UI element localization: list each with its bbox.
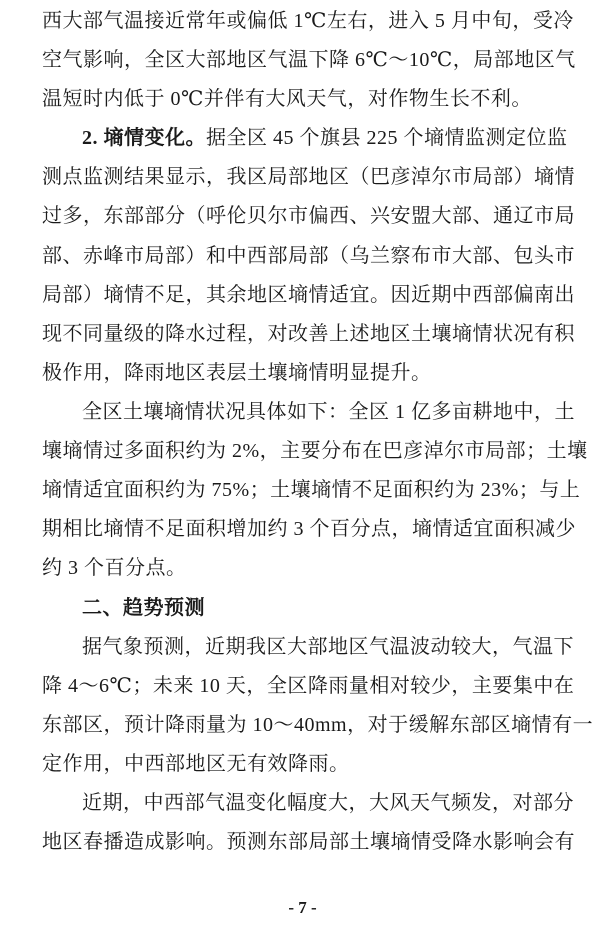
text-line: 部、赤峰市局部）和中西部局部（乌兰察布市大部、包头市: [42, 244, 575, 267]
text-line: 全区土壤墒情状况具体如下：全区 1 亿多亩耕地中，土: [82, 400, 575, 423]
text-line: 西大部气温接近常年或偏低 1℃左右，进入 5 月中旬，受冷: [42, 10, 574, 32]
text-line: 近期，中西部气温变化幅度大，大风天气频发，对部分: [82, 791, 574, 814]
text-span: 据全区 45 个旗县 225 个墒情监测定位监: [206, 127, 568, 150]
text-line: 墒情适宜面积约为 75%；土壤墒情不足面积约为 23%；与上: [42, 479, 581, 502]
text-line: 壤墒情过多面积约为 2%，主要分布在巴彦淖尔市局部；土壤: [42, 440, 588, 463]
text-line: 期相比墒情不足面积增加约 3 个百分点，墒情适宜面积减少: [42, 518, 576, 541]
section-heading: 二、趋势预测: [82, 595, 205, 620]
text-line: 极作用，降雨地区表层土壤墒情明显提升。: [42, 361, 432, 384]
text-line: 定作用，中西部地区无有效降雨。: [42, 752, 350, 775]
text-line: 地区春播造成影响。预测东部局部土壤墒情受降水影响会有: [42, 830, 575, 853]
document-body: [42, 2, 594, 862]
text-line: 空气影响，全区大部地区气温下降 6℃～10℃，局部地区气: [42, 49, 576, 72]
page-number: - 7 -: [288, 898, 317, 917]
text-line: 局部）墒情不足，其余地区墒情适宜。因近期中西部偏南出: [42, 283, 575, 306]
text-line: 降 4～6℃；未来 10 天，全区降雨量相对较少，主要集中在: [42, 674, 575, 697]
text-line: 测点监测结果显示，我区局部地区（巴彦淖尔市局部）墒情: [42, 166, 575, 189]
text-line: 约 3 个百分点。: [42, 557, 187, 580]
text-line: 过多，东部部分（呼伦贝尔市偏西、兴安盟大部、通辽市局: [42, 205, 575, 228]
text-line: 据气象预测，近期我区大部地区气温波动较大，气温下: [82, 635, 574, 658]
subsection-title: 2. 墒情变化。: [82, 127, 206, 150]
text-line: 温短时内低于 0℃并伴有大风天气，对作物生长不利。: [42, 88, 532, 111]
text-line: 现不同量级的降水过程，对改善上述地区土壤墒情状况有积: [42, 322, 575, 345]
text-line: [42, 119, 568, 158]
text-line: 东部区，预计降雨量为 10～40mm，对于缓解东部区墒情有一: [42, 713, 594, 736]
